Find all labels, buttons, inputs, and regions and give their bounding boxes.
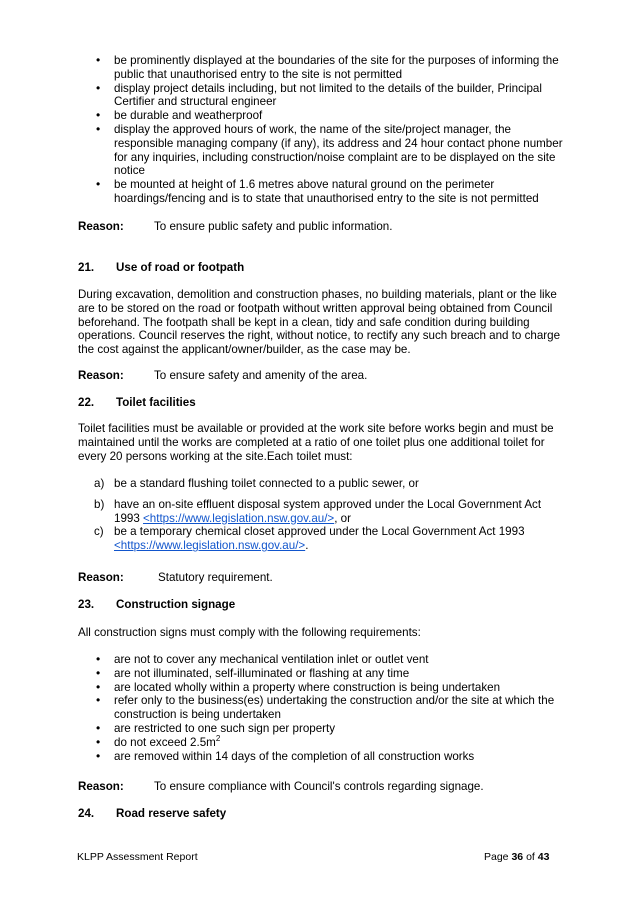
legislation-link[interactable]: <https://www.legislation.nsw.gov.au/>: [114, 539, 306, 553]
footer-page-number: Page 36 of 43: [484, 851, 550, 863]
reason-text: To ensure public safety and public information.: [154, 220, 393, 233]
footer-report-name: KLPP Assessment Report: [77, 851, 198, 863]
section-heading-21: 21. Use of road or footpath: [78, 261, 245, 274]
section-21-body: During excavation, demolition and construction phases, no building materials, plant or the like are to be stored on the road or footpath without written approval being obtained from Council beforehand. The footpath shall be kept in a clean, tidy and safe condition during building operations. Council reserves the right, without notice, to rectify any such breach and to charge the cost against the applicant/owner/builder, as the case may be.: [78, 288, 561, 357]
list-item: • display the approved hours of work, the name of the site/project manager, the responsible managing company (if any), its address and 24 hour contact phone number for any inquiries, including construction/noise complaint are to be displayed on the site notice: [76, 123, 566, 178]
reason-line: [78, 780, 568, 794]
list-item: c) be a temporary chemical closet approved under the Local Government Act 1993 <https://www.legislation.nsw.gov.au/>.: [94, 525, 525, 553]
reason-label: Reason:: [78, 571, 124, 584]
list-item: b) have an on-site effluent disposal system approved under the Local Government Act 1993 <https://www.legislation.nsw.gov.au/>, or: [94, 497, 542, 525]
reason-label: Reason:: [78, 369, 124, 382]
section-heading-22: 22. Toilet facilities: [78, 396, 196, 409]
section-23-body: All construction signs must comply with the following requirements:: [78, 626, 421, 639]
section-heading-23: 23. Construction signage: [78, 598, 236, 611]
section-22-body: Toilet facilities must be available or provided at the work site before works begin and must be maintained until the works are completed at a ratio of one toilet plus one additional toilet for every 20 persons working at the site.Each toilet must:: [78, 422, 554, 463]
list-item: • are located wholly within a property where construction is being undertaken: [76, 681, 566, 695]
list-item: • are removed within 14 days of the completion of all construction works: [76, 750, 566, 764]
list-item: • be mounted at height of 1.6 metres above natural ground on the perimeter hoardings/fencing and is to state that unauthorised entry to the site is not permitted: [76, 178, 566, 206]
reason-line: [78, 369, 568, 383]
site-notice-list: [76, 54, 566, 206]
list-item: • are restricted to one such sign per property: [76, 722, 566, 736]
list-item: • display project details including, but not limited to the details of the builder, Principal Certifier and structural engineer: [76, 82, 566, 110]
list-item: • are not illuminated, self-illuminated or flashing at any time: [76, 667, 566, 681]
list-item: • are not to cover any mechanical ventilation inlet or outlet vent: [76, 653, 566, 667]
list-item: • be durable and weatherproof: [76, 109, 566, 123]
section-heading-24: 24. Road reserve safety: [78, 807, 227, 820]
list-item: • be prominently displayed at the boundaries of the site for the purposes of informing the public that unauthorised entry to the site is not permitted: [76, 54, 566, 82]
reason-line: [78, 571, 568, 585]
list-item: • do not exceed $2.5m^2$: [76, 736, 566, 750]
reason-text: Statutory requirement.: [158, 571, 273, 584]
toilet-options-list: [76, 477, 566, 553]
reason-label: Reason:: [78, 780, 124, 793]
signage-requirements-list: [76, 653, 566, 763]
reason-line: [78, 220, 568, 234]
list-item: • refer only to the business(es) undertaking the construction and/or the site at which the construction is being undertaken: [76, 694, 566, 722]
superscript: 2: [215, 733, 221, 743]
list-item: a) be a standard flushing toilet connected to a public sewer, or: [94, 477, 419, 490]
reason-text: To ensure compliance with Council's controls regarding signage.: [154, 780, 484, 793]
reason-text: To ensure safety and amenity of the area.: [154, 369, 368, 382]
legislation-link[interactable]: <https://www.legislation.nsw.gov.au/>: [143, 511, 335, 525]
reason-label: Reason:: [78, 220, 124, 233]
